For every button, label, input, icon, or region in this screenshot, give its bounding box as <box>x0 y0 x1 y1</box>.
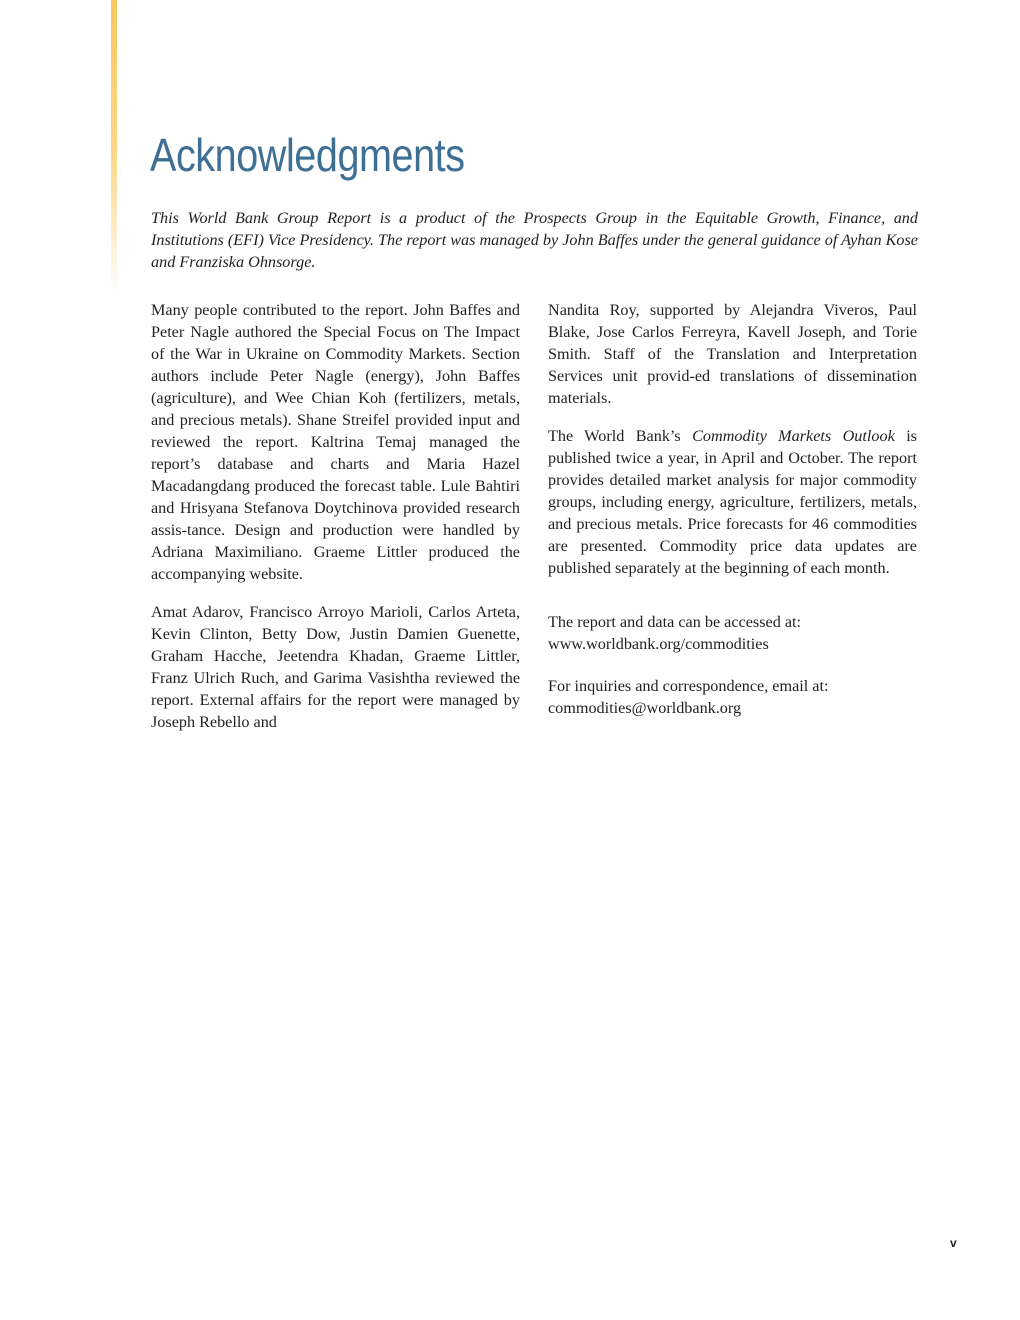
right-column <box>548 299 917 739</box>
publication-paragraph <box>548 425 917 579</box>
access-label: The report and data can be accessed at: <box>548 613 802 631</box>
page-number: v <box>950 1236 957 1250</box>
publication-title: Commodity Markets Outlook <box>692 427 895 445</box>
access-url-link[interactable]: www.worldbank.org/commodities <box>548 635 769 653</box>
inquiries-block <box>548 675 917 719</box>
contact-block <box>548 611 917 719</box>
reviewers-paragraph: Amat Adarov, Francisco Arroyo Marioli, Carlos Arteta, Kevin Clinton, Betty Dow, Justin Damien Guenette, Graham Hacche, Jeetendra Khadan, Graeme Littler, Franz Ulrich Ruch, and Garima Vasishtha reviewed the report. External affairs for the report were managed by Joseph Rebello and <box>151 603 520 731</box>
decorative-accent-bar <box>111 0 117 295</box>
inquiries-email-link[interactable]: commodities@worldbank.org <box>548 699 742 717</box>
publication-text-end: is published twice a year, in April and October. The report provides detailed market analysis for major commodity groups, including energy, agriculture, fertilizers, metals, and precious metals. Price forecasts for 46 commodities are presented. Commodity price data updates are published separately at the beginning of each month. <box>548 427 917 577</box>
external-affairs-paragraph: Nandita Roy, supported by Alejandra Viveros, Paul Blake, Jose Carlos Ferreyra, Kavell Joseph, and Torie Smith. Staff of the Translation and Interpretation Services unit provid-ed translations of dissemination materials. <box>548 301 917 407</box>
left-column <box>151 299 520 749</box>
publication-text-start: The World Bank’s <box>548 427 693 445</box>
contributors-paragraph: Many people contributed to the report. John Baffes and Peter Nagle authored the Special Focus on The Impact of the War in Ukraine on Commodity Markets. Section authors include Peter Nagle (energy), John Baffes (agriculture), and Wee Chian Koh (fertilizers, metals, and precious metals). Shane Streifel provided input and reviewed the report. Kaltrina Temaj managed the report’s database and charts and Maria Hazel Macadangdang produced the forecast table. Lule Bahtiri and Hrisyana Stefanova Doytchinova provided research assis-tance. Design and production were handled by Adriana Maximiliano. Graeme Littler produced the accompanying website. <box>151 301 520 583</box>
page-title: Acknowledgments <box>150 129 465 181</box>
access-block <box>548 611 917 655</box>
intro-paragraph: This World Bank Group Report is a product of the Prospects Group in the Equitable Growth, Finance, and Institutions (EFI) Vice Presidency. The report was managed by John Baffes under the general guidance of Ayhan Kose and Franziska Ohnsorge. <box>151 209 918 271</box>
inquiries-label: For inquiries and correspondence, email at: <box>548 677 829 695</box>
